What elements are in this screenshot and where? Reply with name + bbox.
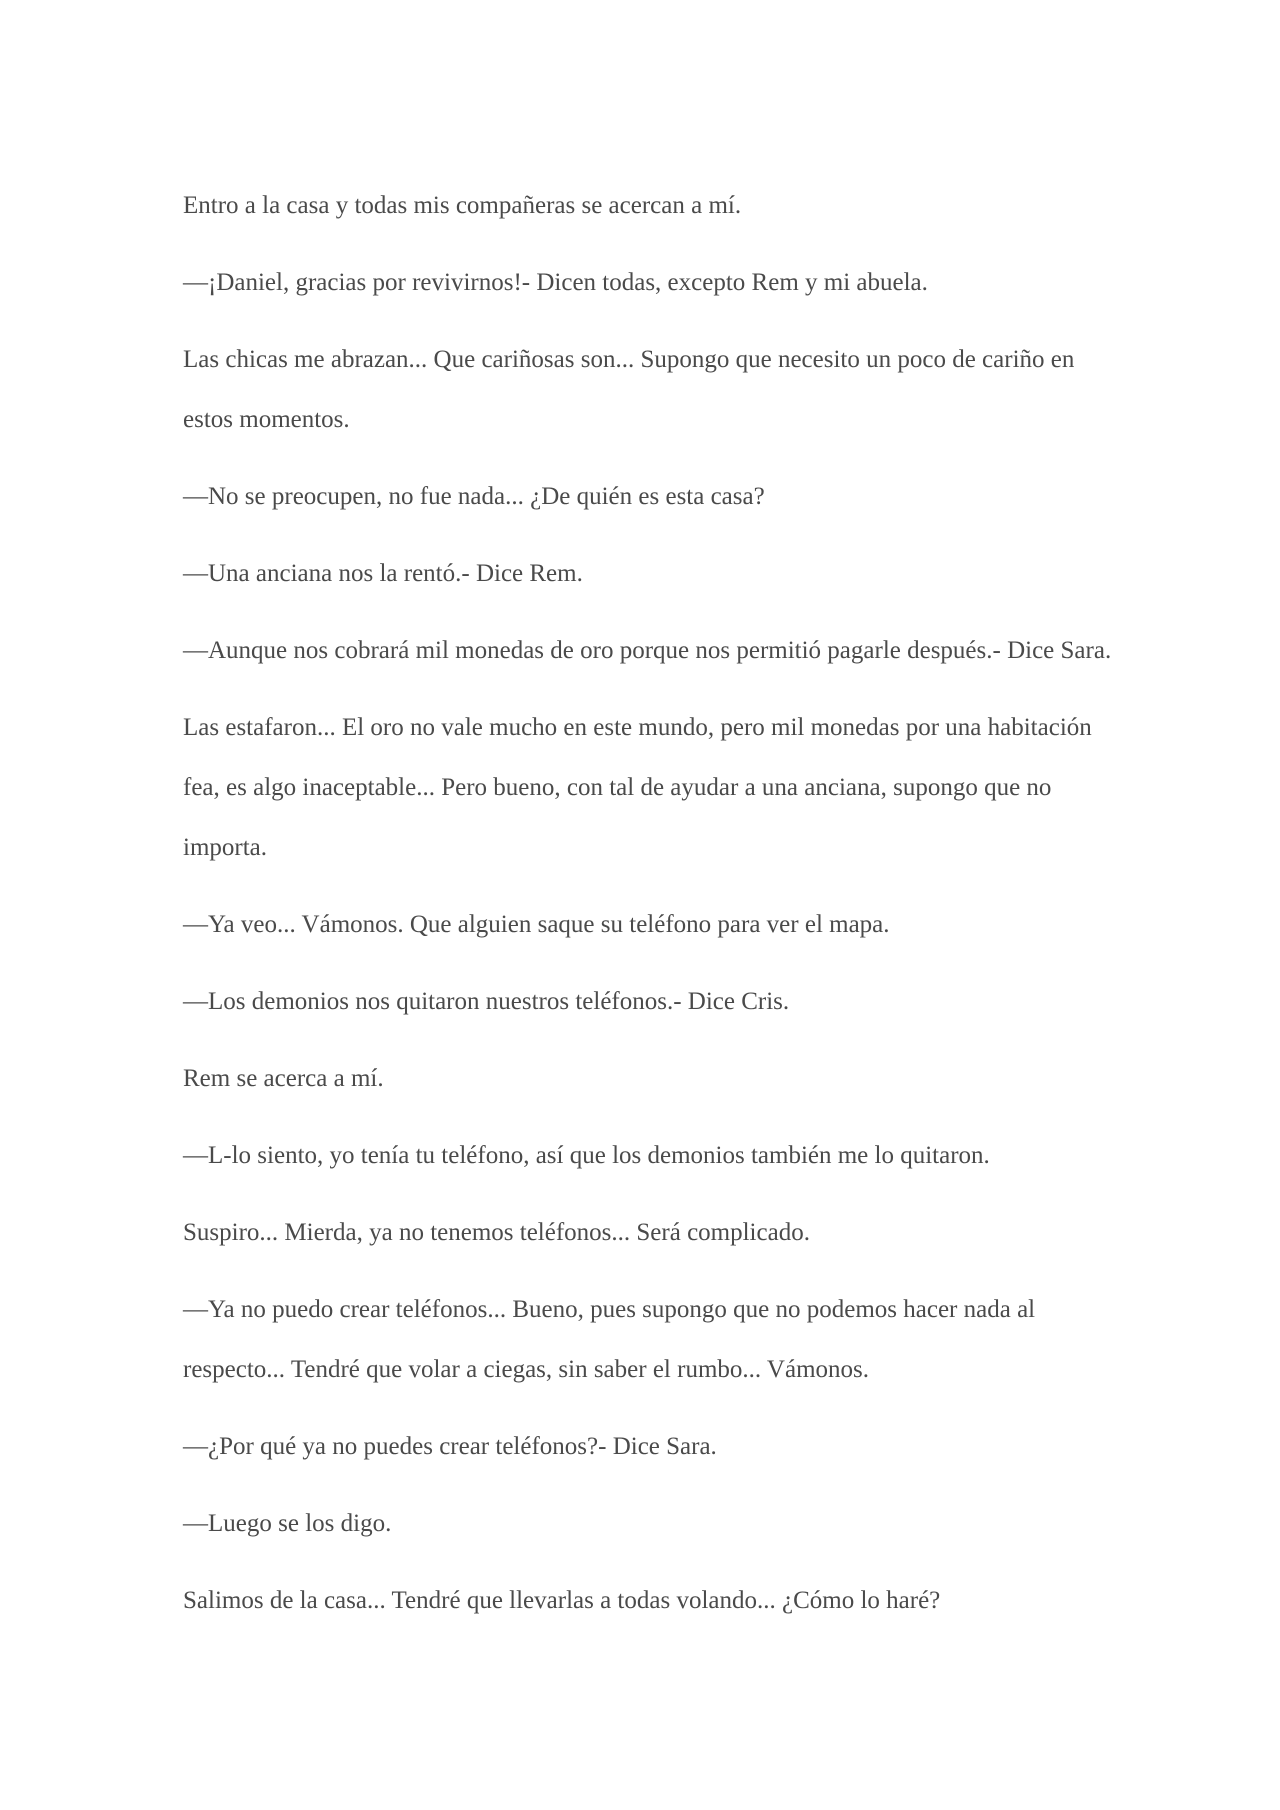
paragraph: —Ya veo... Vámonos. Que alguien saque su teléfono para ver el mapa. bbox=[183, 911, 890, 938]
paragraph: —No se preocupen, no fue nada... ¿De quién es esta casa? bbox=[183, 483, 765, 510]
document-body bbox=[183, 176, 1113, 1648]
paragraph: Suspiro... Mierda, ya no tenemos teléfonos... Será complicado. bbox=[183, 1219, 810, 1246]
paragraph: —Luego se los digo. bbox=[183, 1510, 392, 1537]
paragraph: —Aunque nos cobrará mil monedas de oro porque nos permitió pagarle después.- Dice Sara. bbox=[183, 637, 1112, 664]
paragraph: —¿Por qué ya no puedes crear teléfonos?- Dice Sara. bbox=[183, 1433, 717, 1460]
paragraph: —Ya no puedo crear teléfonos... Bueno, pues supongo que no podemos hacer nada al respecto... Tendré que volar a ciegas, sin saber el rumbo... Vámonos. bbox=[183, 1296, 1036, 1383]
paragraph: —L-lo siento, yo tenía tu teléfono, así que los demonios también me lo quitaron. bbox=[183, 1142, 990, 1169]
paragraph: Las estafaron... El oro no vale mucho en este mundo, pero mil monedas por una habitación fea, es algo inaceptable... Pero bueno, con tal de ayudar a una anciana, supongo que no importa. bbox=[183, 714, 1092, 861]
paragraph: Las chicas me abrazan... Que cariñosas son... Supongo que necesito un poco de cariño en estos momentos. bbox=[183, 346, 1075, 433]
paragraph: Salimos de la casa... Tendré que llevarlas a todas volando... ¿Cómo lo haré? bbox=[183, 1587, 941, 1614]
paragraph: —Una anciana nos la rentó.- Dice Rem. bbox=[183, 560, 583, 587]
paragraph: Rem se acerca a mí. bbox=[183, 1065, 384, 1092]
paragraph: Entro a la casa y todas mis compañeras se acercan a mí. bbox=[183, 192, 742, 219]
paragraph: —Los demonios nos quitaron nuestros teléfonos.- Dice Cris. bbox=[183, 988, 790, 1015]
paragraph: —¡Daniel, gracias por revivirnos!- Dicen todas, excepto Rem y mi abuela. bbox=[183, 269, 928, 296]
